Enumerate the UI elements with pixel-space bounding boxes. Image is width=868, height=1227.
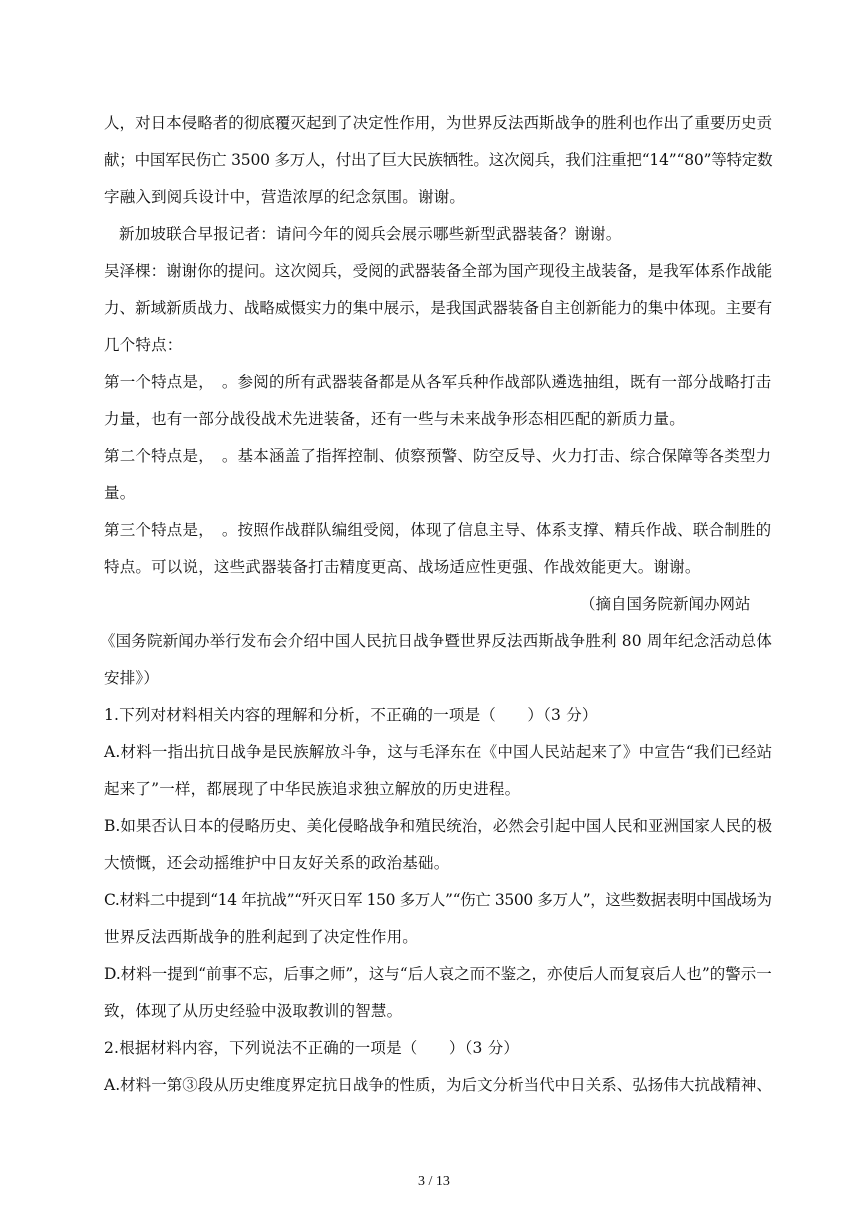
text-line: 第二个特点是， 。基本涵盖了指挥控制、侦察预警、防空反导、火力打击、综合保障等各类型力 <box>104 447 772 465</box>
option-a: A.材料一指出抗日战争是民族解放斗争，这与毛泽东在《中国人民站起来了》中宣告“我们已经站 <box>104 743 773 761</box>
source-title: 《国务院新闻办举行发布会介绍中国人民抗日战争暨世界反法西斯战争胜利 80 周年纪念活动总体 <box>100 632 773 650</box>
text-line: 吴泽棵：谢谢你的提问。这次阅兵，受阅的武器装备全部为国产现役主战装备，是我军体系作战能 <box>104 262 773 280</box>
text-line: 量。 <box>104 484 136 502</box>
text-line: 力、新域新质战力、战略威慑实力的集中展示，是我国武器装备自主创新能力的集中体现。主要有 <box>104 299 773 317</box>
page-number: 3 / 13 <box>418 1174 450 1189</box>
text-line: 世界反法西斯战争的胜利起到了决定性作用。 <box>104 928 419 946</box>
option-a: A.材料一第③段从历史维度界定抗日战争的性质，为后文分析当代中日关系、弘扬伟大抗战精神、 <box>104 1076 772 1094</box>
option-b: B.如果否认日本的侵略历史、美化侵略战争和殖民统治，必然会引起中国人民和亚洲国家人民的极 <box>104 817 773 835</box>
text-line: 特点。可以说，这些武器装备打击精度更高、战场适应性更强、作战效能更大。谢谢。 <box>104 558 701 576</box>
text-line: 起来了”一样，都展现了中华民族追求独立解放的历史进程。 <box>104 780 521 798</box>
text-line: 几个特点： <box>104 336 183 354</box>
text-line: 力量，也有一部分战役战术先进装备，还有一些与未来战争形态相匹配的新质力量。 <box>104 410 685 428</box>
text-line: 新加坡联合早报记者：请问今年的阅兵会展示哪些新型武器装备？谢谢。 <box>119 225 622 243</box>
text-line: 第一个特点是， 。参阅的所有武器装备都是从各军兵种作战部队遴选抽组，既有一部分战略打击 <box>104 373 772 391</box>
text-line: 大愤慨，还会动摇维护中日友好关系的政治基础。 <box>104 854 450 872</box>
source-title-end: 安排》） <box>104 669 160 687</box>
text-line: 致，体现了从历史经验中汲取教训的智慧。 <box>104 1002 403 1020</box>
question-2: 2.根据材料内容，下列说法不正确的一项是（ ）（3 分） <box>104 1039 520 1057</box>
text-line: 人，对日本侵略者的彻底覆灭起到了决定性作用，为世界反法西斯战争的胜利也作出了重要历史贡 <box>104 114 773 132</box>
option-d: D.材料一提到“前事不忘，后事之师”，这与“后人哀之而不鉴之，亦使后人而复哀后人也”的警示一 <box>104 965 772 983</box>
text-line: 第三个特点是， 。按照作战群队编组受阅，体现了信息主导、体系支撑、精兵作战、联合制胜的 <box>104 521 772 539</box>
option-c: C.材料二中提到“14 年抗战”“歼灭日军 150 多万人”“伤亡 3500 多万人”，这些数据表明中国战场为 <box>104 891 772 909</box>
text-line: 字融入到阅兵设计中，营造浓厚的纪念氛围。谢谢。 <box>104 188 466 206</box>
source-citation: （摘自国务院新闻办网站 <box>580 595 751 613</box>
question-1: 1.下列对材料相关内容的理解和分析，不正确的一项是（ ）（3 分） <box>104 706 598 724</box>
text-line: 献；中国军民伤亡 3500 多万人，付出了巨大民族牺牲。这次阅兵，我们注重把“14”“80”等特定数 <box>104 151 773 169</box>
